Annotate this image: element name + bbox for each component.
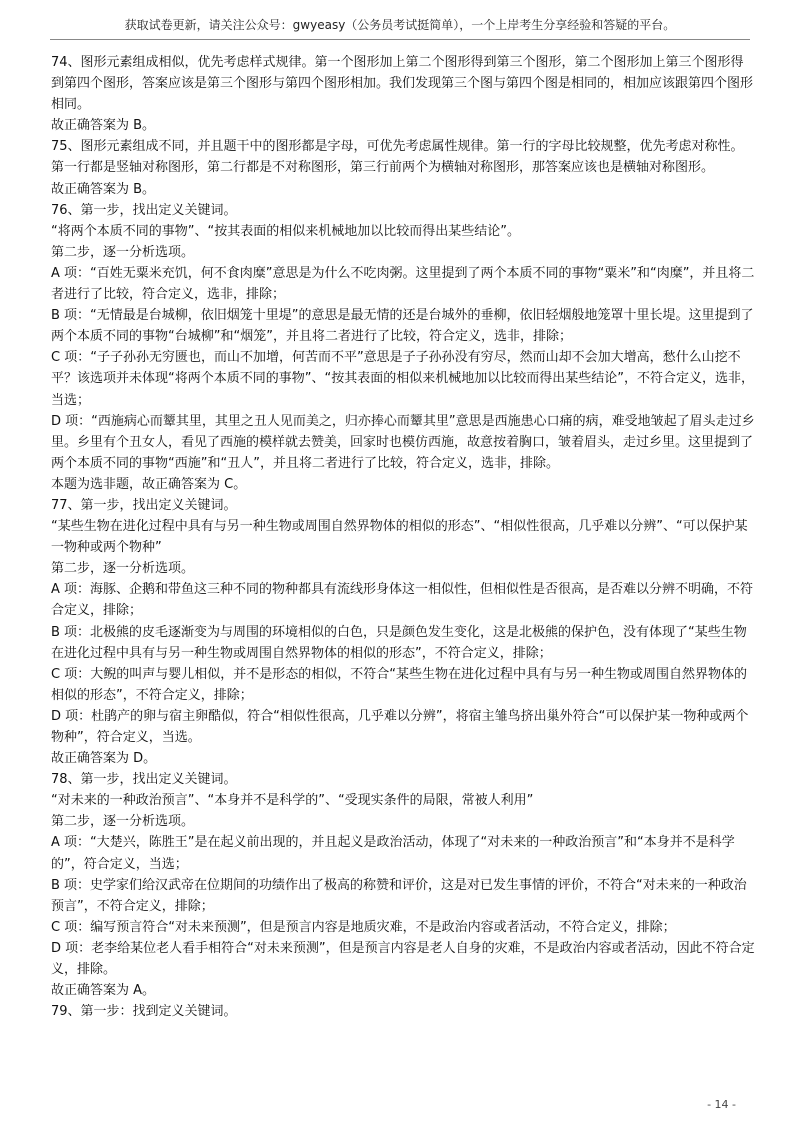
header-divider [50,39,750,40]
document-paragraph: 本题为选非题，故正确答案为 C。 [51,476,247,492]
document-paragraph: “将两个本质不同的事物”、“按其表面的相似来机械地加以比较而得出某些结论”。 [51,223,520,239]
document-paragraph: D 项：杜鹃产的卵与宿主卵酷似，符合“相似性很高，几乎难以分辨”，将宿主雏鸟挤出巢外符合“可以保护某一物种或两个物种”，符合定义，当选。 [51,708,749,745]
document-paragraph: “某些生物在进化过程中具有与另一种生物或周围自然界物体的相似的形态”、“相似性很高，几乎难以分辨”、“可以保护某一物种或两个物种” [51,519,748,556]
document-paragraph: 第二步，逐一分析选项。 [51,561,195,577]
document-paragraph: 第二步，逐一分析选项。 [51,814,195,830]
document-paragraph: A 项：“大楚兴，陈胜王”是在起义前出现的，并且起义是政治活动，体现了“对未来的一种政治预言”和“本身并不是科学的”，符合定义，当选； [51,835,735,872]
document-paragraph: 77、第一步，找出定义关键词。 [51,497,237,513]
document-paragraph: 79、第一步：找到定义关键词。 [51,1004,237,1020]
document-paragraph: A 项：海豚、企鹅和带鱼这三种不同的物种都具有流线形身体这一相似性，但相似性是否很高，是否难以分辨不明确，不符合定义，排除； [51,582,754,619]
document-body [51,52,756,1022]
document-paragraph: 78、第一步，找出定义关键词。 [51,772,237,788]
document-paragraph: 第二步，逐一分析选项。 [51,244,195,260]
document-paragraph: C 项：“子子孙孙无穷匮也，而山不加增，何苦而不平”意思是子子孙孙没有穷尽，然而山却不会加大增高，愁什么山挖不平？该选项并未体现“将两个本质不同的事物”、“按其表面的相似来机械地加以比较而得出某些结论”，不符合定义，选非，当选； [51,350,754,408]
document-paragraph: 故正确答案为 D。 [51,751,157,767]
document-paragraph: A 项：“百姓无粟米充饥，何不食肉糜”意思是为什么不吃肉粥。这里提到了两个本质不同的事物“粟米”和“肉糜”，并且将二者进行了比较，符合定义，选非，排除； [51,265,755,303]
document-paragraph: 故正确答案为 A。 [51,983,156,999]
document-paragraph: 75、图形元素组成不同，并且题干中的图形都是字母，可优先考虑属性规律。第一行的字母比较规整，优先考虑对称性。第一行都是竖轴对称图形，第二行都是不对称图形，第三行前两个为横轴对称图形，那答案应该也是横轴对称图形。 [51,139,744,176]
document-paragraph: “对未来的一种政治预言”、“本身并不是科学的”、“受现实条件的局限，常被人利用” [51,793,534,809]
document-paragraph: B 项：北极熊的皮毛逐渐变为与周围的环境相似的白色，只是颜色发生变化，这是北极熊的保护色，没有体现了“某些生物在进化过程中具有与另一种生物或周围自然界物体的相似的形态”，不符合定义，排除； [51,624,747,661]
document-paragraph: B 项：“无情最是台城柳，依旧烟笼十里堤”的意思是最无情的还是台城外的垂柳，依旧轻烟般地笼罩十里长堤。这里提到了两个本质不同的事物“台城柳”和“烟笼”，并且将二者进行了比较，符合定义，选非，排除； [51,308,754,345]
document-paragraph: D 项：老李给某位老人看手相符合“对未来预测”，但是预言内容是老人自身的灾难，不是政治内容或者活动，因此不符合定义，排除。 [51,940,755,978]
page-number: - 14 - [707,1098,736,1111]
document-paragraph: 76、第一步，找出定义关键词。 [51,202,237,218]
document-paragraph: 74、图形元素组成相似，优先考虑样式规律。第一个图形加上第二个图形得到第三个图形，第二个图形加上第三个图形得到第四个图形，答案应该是第三个图形与第四个图形相加。我们发现第三个图与第四个图是相同的，相加应该跟第四个图形相同。 [51,55,754,113]
page-header-banner: 获取试卷更新，请关注公众号：gwyeasy（公务员考试挺简单），一个上岸考生分享经验和答疑的平台。 [124,18,676,32]
document-paragraph: C 项：编写预言符合“对未来预测”，但是预言内容是地质灾难，不是政治内容或者活动，不符合定义，排除； [51,919,676,935]
document-paragraph: B 项：史学家们给汉武帝在位期间的功绩作出了极高的称赞和评价，这是对已发生事情的评价，不符合“对未来的一种政治预言”，不符合定义，排除； [51,877,747,914]
document-paragraph: D 项：“西施病心而颦其里，其里之丑人见而美之，归亦捧心而颦其里”意思是西施患心口痛的病，难受地皱起了眉头走过乡里。乡里有个丑女人，看见了西施的模样就去赞美，回家时也模仿西施，故意按着胸口，皱着眉头，走过乡里。这里提到了两个本质不同的事物“西施”和“丑人”，并且将二者进行了比较，符合定义，选非，排除。 [51,413,755,471]
document-paragraph: C 项：大鲵的叫声与婴儿相似，并不是形态的相似，不符合“某些生物在进化过程中具有与另一种生物或周围自然界物体的相似的形态”，不符合定义，排除； [51,666,747,703]
document-paragraph: 故正确答案为 B。 [51,181,156,197]
document-paragraph: 故正确答案为 B。 [51,118,156,134]
